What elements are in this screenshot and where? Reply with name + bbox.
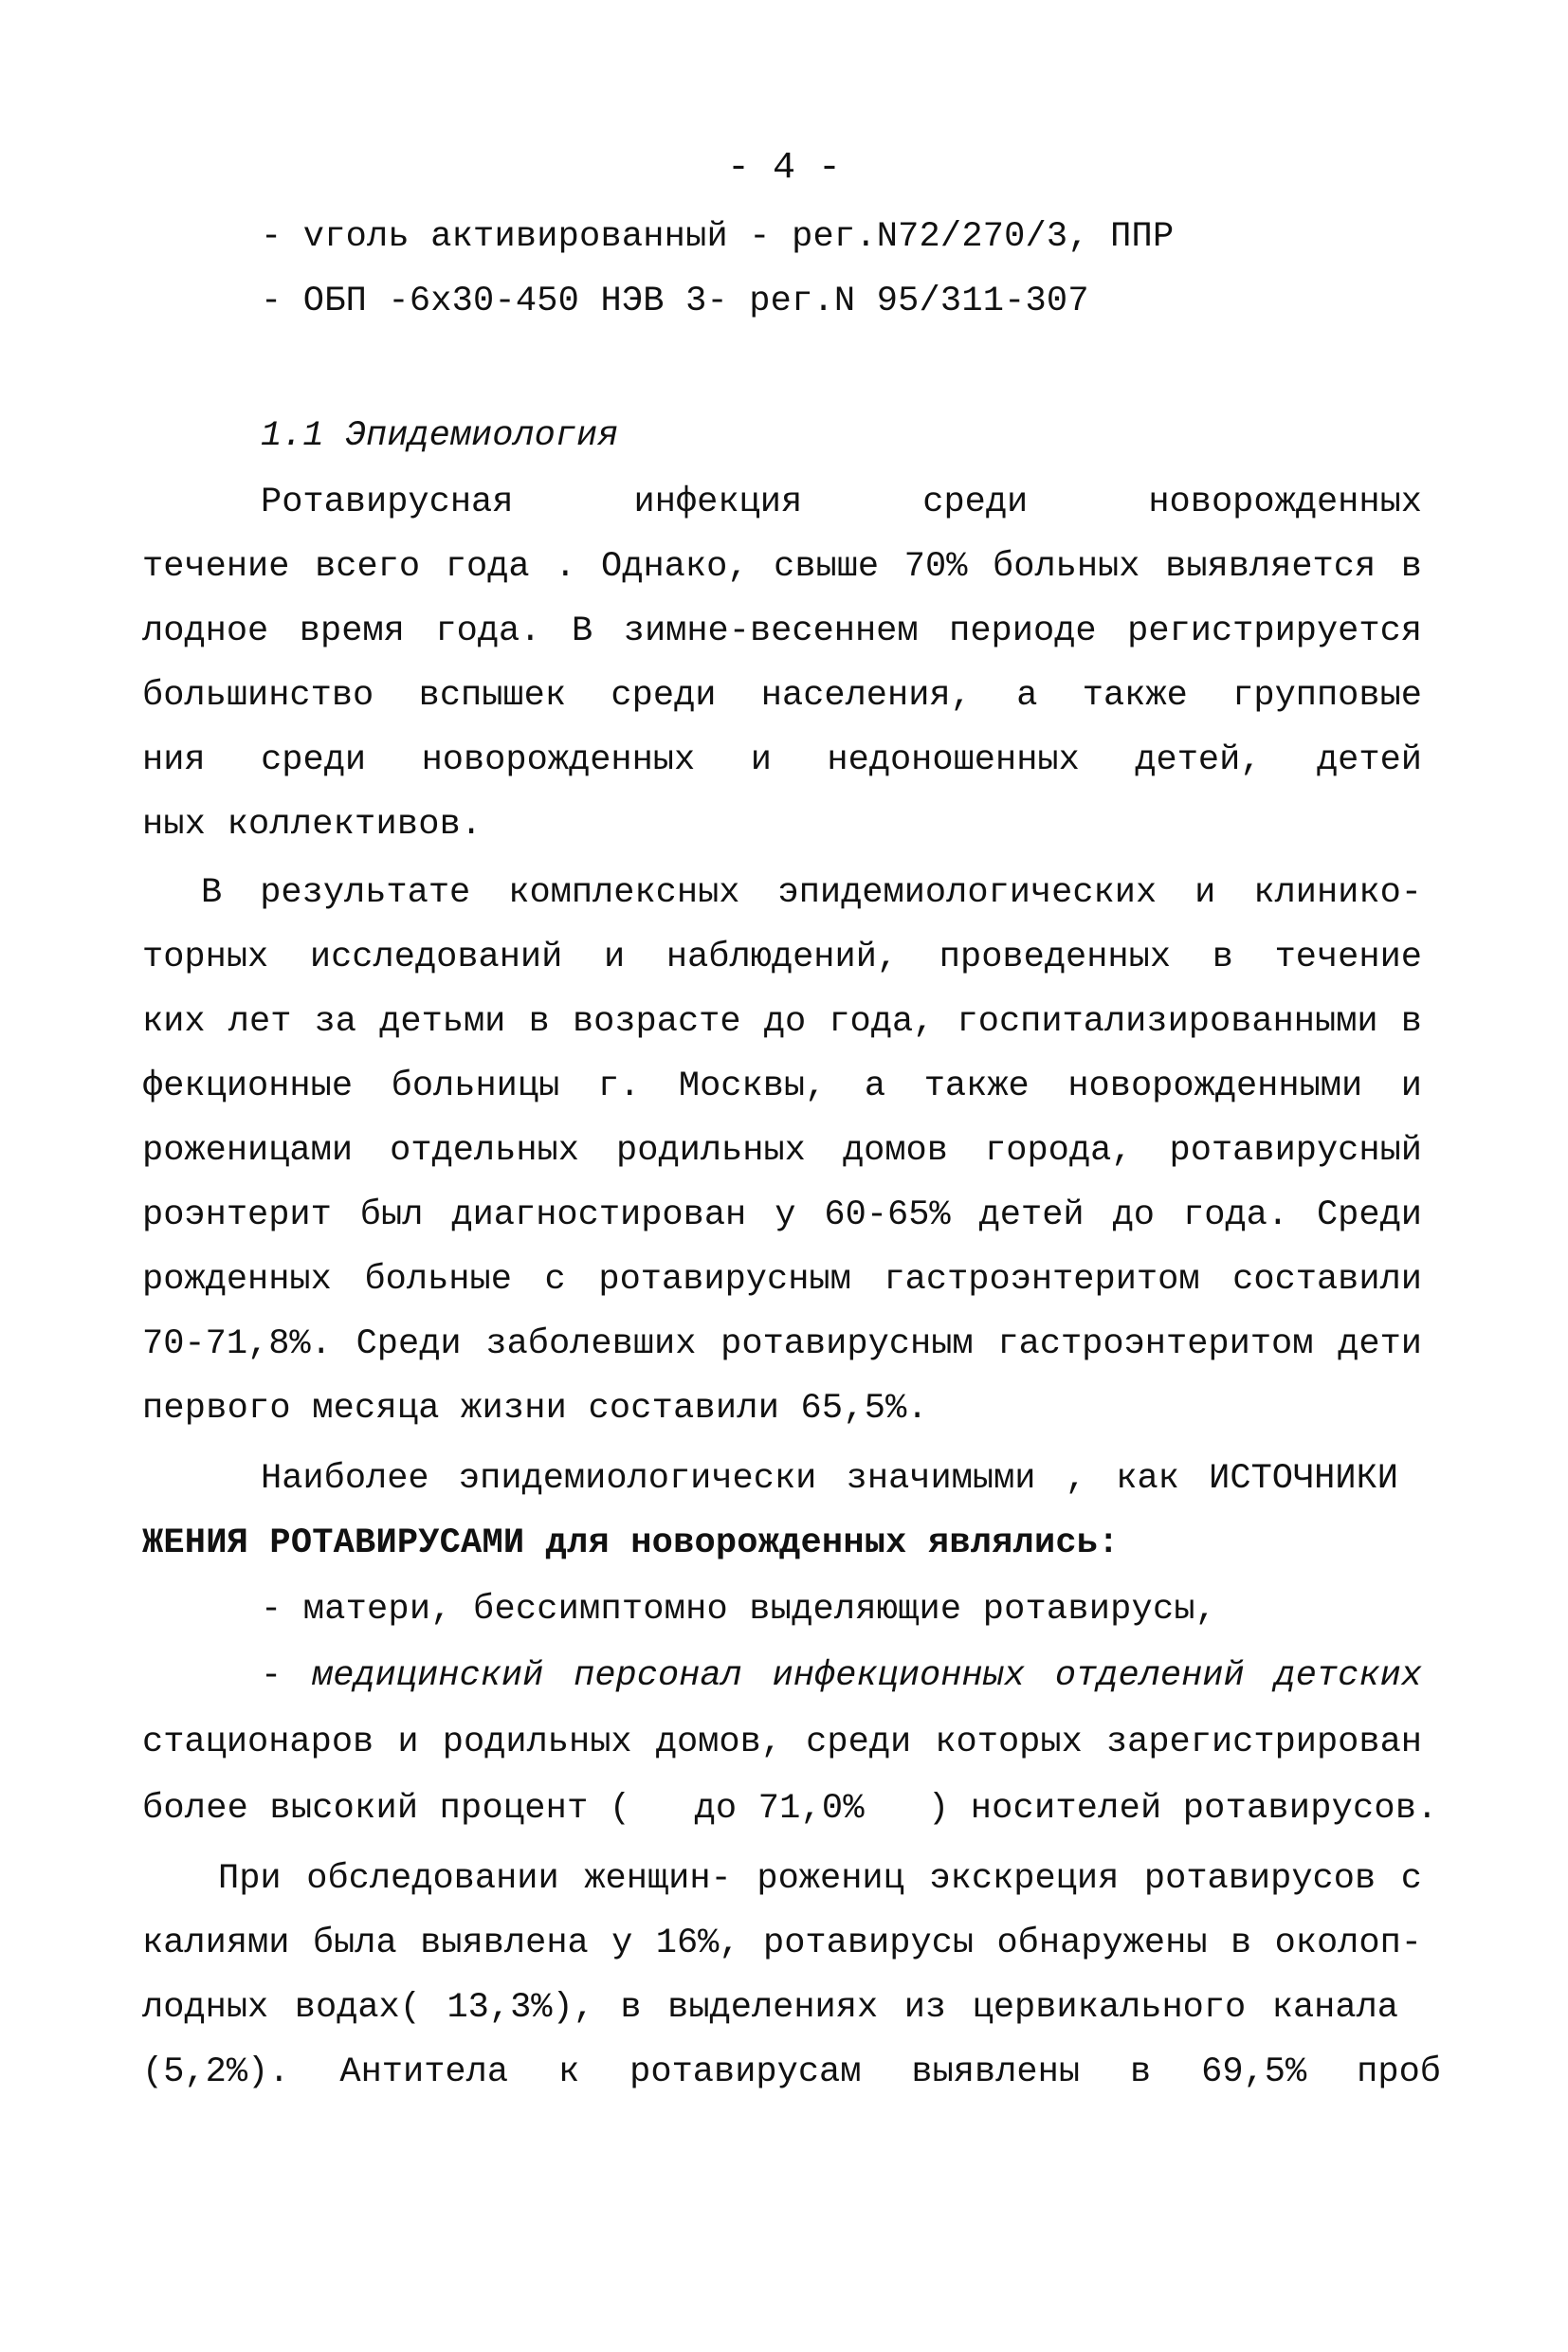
paragraph2-line: 70-71,8%. Среди заболевших ротавирусным гастроэнтеритом дети	[142, 1324, 1422, 1364]
paragraph4-line: лодных водах( 13,3%), в выделениях из цервикального канала	[142, 1988, 1398, 2028]
paragraph1-line: ния среди новорожденных и недоношенных детей, детей	[142, 740, 1422, 780]
paragraph2-line: первого месяца жизни составили 65,5%.	[142, 1389, 928, 1429]
paragraph3-line: Наиболее эпидемиологически значимыми , как ИСТОЧНИКИ	[261, 1459, 1398, 1499]
paragraph4-line: калиями была выявлена у 16%, ротавирусы обнаружены в околоп-	[142, 1924, 1422, 1963]
section-heading: 1.1 Эпидемиология	[261, 416, 619, 456]
paragraph1-line: большинство вспышек среди населения, а также групповые	[142, 676, 1422, 716]
paragraph2-line: ких лет за детьми в возрасте до года, госпитализированными в	[142, 1002, 1422, 1042]
paragraph2-line: фекционные больницы г. Москвы, а также новорожденными и	[142, 1067, 1422, 1106]
paragraph2-line: торных исследований и наблюдений, проведенных в течение	[142, 938, 1422, 977]
source-item-staff-cont: стационаров и родильных домов, среди которых зарегистрирован	[142, 1723, 1422, 1762]
source-item-staff	[261, 1655, 1422, 1697]
paragraph2-line: рожденных больные с ротавирусным гастроэнтеритом составили	[142, 1260, 1422, 1300]
source-item-mothers: - матери, бессимптомно выделяющие ротавирусы,	[261, 1590, 1217, 1630]
paragraph2-line: В результате комплексных эпидемиологических и клинико-	[201, 873, 1422, 913]
paragraph2-line: роэнтерит был диагностирован у 60-65% детей до года. Среди	[142, 1195, 1422, 1235]
source-item-staff-italic: медицинский персонал инфекционных отделений детских	[312, 1656, 1422, 1696]
list-item-top-2: - ОБП -6x30-450 НЭВ 3- рег.N 95/311-307	[261, 282, 1089, 321]
paragraph1-line: Ротавирусная инфекция среди новорожденных	[261, 483, 1422, 522]
source-item-staff-cont: более высокий процент ( до 71,0% ) носителей ротавирусов.	[142, 1789, 1438, 1829]
paragraph1-line: ных коллективов.	[142, 805, 483, 845]
page-number: - 4 -	[726, 147, 842, 190]
source-item-staff-prefix: -	[261, 1656, 313, 1696]
paragraph4-line: (5,2%). Антитела к ротавирусам выявлены в 69,5% проб	[142, 2052, 1441, 2092]
paragraph4-line: При обследовании женщин- рожениц экскреция ротавирусов с	[218, 1859, 1422, 1899]
paragraph1-line: лодное время года. В зимне-весеннем периоде регистрируется	[142, 611, 1422, 651]
paragraph1-line: течение всего года . Однако, свыше 70% больных выявляется в	[142, 547, 1422, 587]
paragraph3-line: ЖЕНИЯ РОТАВИРУСАМИ для новорожденных являлись:	[142, 1523, 1120, 1563]
paragraph2-line: роженицами отдельных родильных домов города, ротавирусный	[142, 1131, 1422, 1171]
list-item-top-1: - vголь активированный - рег.N72/270/3, ППР	[261, 217, 1175, 257]
